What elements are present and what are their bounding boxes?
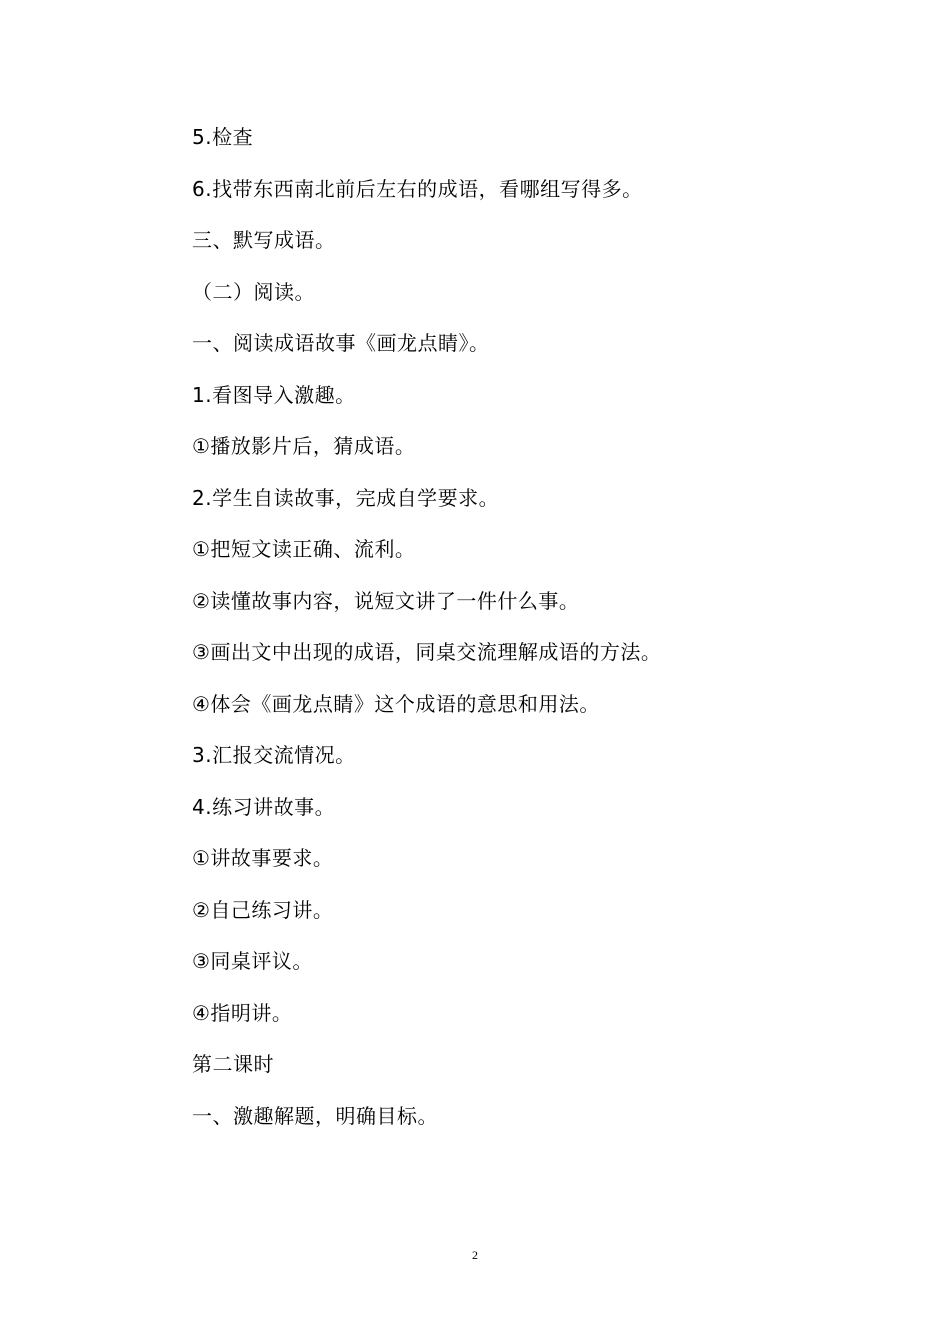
text-line: 三、默写成语。 bbox=[192, 228, 336, 252]
text-line: 3.汇报交流情况。 bbox=[192, 743, 356, 767]
text-line: ③同桌评议。 bbox=[192, 949, 313, 973]
text-line: ①讲故事要求。 bbox=[192, 846, 334, 870]
text-line: ①播放影片后，猜成语。 bbox=[192, 434, 416, 458]
text-line: 一、阅读成语故事《画龙点睛》。 bbox=[192, 331, 490, 355]
text-line: 6.找带东西南北前后左右的成语，看哪组写得多。 bbox=[192, 176, 643, 201]
text-line: 一、激趣解题，明确目标。 bbox=[192, 1103, 438, 1128]
text-line: 1.看图导入激趣。 bbox=[192, 382, 356, 407]
body-text bbox=[192, 120, 792, 1150]
page-number: 2 bbox=[472, 1248, 478, 1262]
text-line: 第二课时 bbox=[192, 1052, 274, 1076]
text-line: ①把短文读正确、流利。 bbox=[192, 537, 416, 561]
text-line: ④指明讲。 bbox=[192, 1000, 293, 1025]
text-line: ③画出文中出现的成语，同桌交流理解成语的方法。 bbox=[192, 640, 662, 664]
text-line: ②读懂故事内容，说短文讲了一件什么事。 bbox=[192, 588, 580, 613]
text-line: ④体会《画龙点睛》这个成语的意思和用法。 bbox=[192, 691, 600, 716]
text-line: 2.学生自读故事，完成自学要求。 bbox=[192, 485, 500, 510]
text-line: 4.练习讲故事。 bbox=[192, 794, 336, 819]
text-line: （二）阅读。 bbox=[192, 279, 315, 304]
text-line: 5.检查 bbox=[192, 125, 254, 149]
text-line: ②自己练习讲。 bbox=[192, 897, 334, 922]
